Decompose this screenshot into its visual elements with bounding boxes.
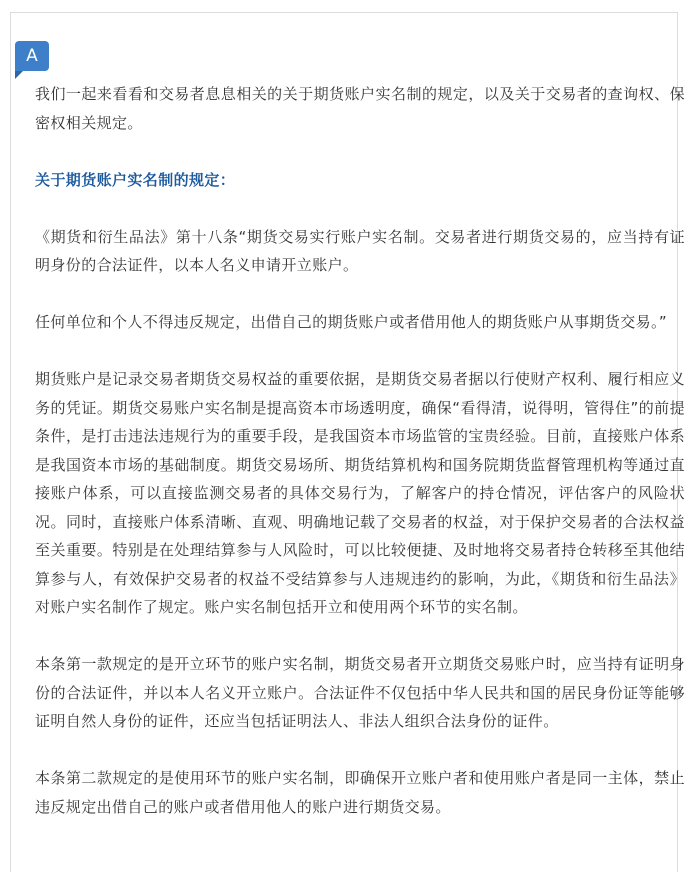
answer-badge [15,41,49,71]
answer-badge-label: A [26,46,38,66]
second-clause-paragraph: 本条第二款规定的是使用环节的账户实名制，即确保开立账户者和使用账户者是同一主体，禁止违反规定出借自己的账户或者借用他人的账户进行期货交易。 [35,769,685,816]
answer-badge-tail [15,71,23,79]
explanation-paragraph: 期货账户是记录交易者期货交易权益的重要依据，是期货交易者据以行使财产权利、履行相应义务的凭证。期货交易账户实名制是提高资本市场透明度，确保“看得清，说得明，管得住”的前提条件，是打击违法违规行为的重要手段，是我国资本市场监管的宝贵经验。目前，直接账户体系是我国资本市场的基础制度。期货交易场所、期货结算机构和国务院期货监督管理机构等通过直接账户体系，可以直接监测交易者的具体交易行为，了解客户的持仓情况，评估客户的风险状况。同时，直接账户体系清晰、直观、明确地记载了交易者的权益，对于保护交易者的合法权益至关重要。特别是在处理结算参与人风险时，可以比较便捷、及时地将交易者持仓转移至其他结算参与人，有效保护交易者的权益不受结算参与人违规违约的影响，为此，《期货和衍生品法》对账户实名制作了规定。账户实名制包括开立和使用两个环节的实名制。 [35,370,685,616]
answer-card [10,12,685,872]
law-article-paragraph-2: 任何单位和个人不得违反规定，出借自己的期货账户或者借用他人的期货账户从事期货交易。” [35,313,668,331]
first-clause-paragraph: 本条第一款规定的是开立环节的账户实名制，期货交易者开立期货交易账户时，应当持有证明身份的合法证件，并以本人名义开立账户。合法证件不仅包括中华人民共和国的居民身份证等能够证明自然人身份的证件，还应当包括证明法人、非法人组织合法身份的证件。 [35,655,685,730]
answer-content [35,80,685,850]
intro-paragraph: 我们一起来看看和交易者息息相关的关于期货账户实名制的规定，以及关于交易者的查询权、保密权相关规定。 [35,85,685,132]
section-heading: 关于期货账户实名制的规定： [35,170,236,189]
law-article-paragraph: 《期货和衍生品法》第十八条“期货交易实行账户实名制。交易者进行期货交易的，应当持有证明身份的合法证件，以本人名义申请开立账户。 [35,227,685,274]
